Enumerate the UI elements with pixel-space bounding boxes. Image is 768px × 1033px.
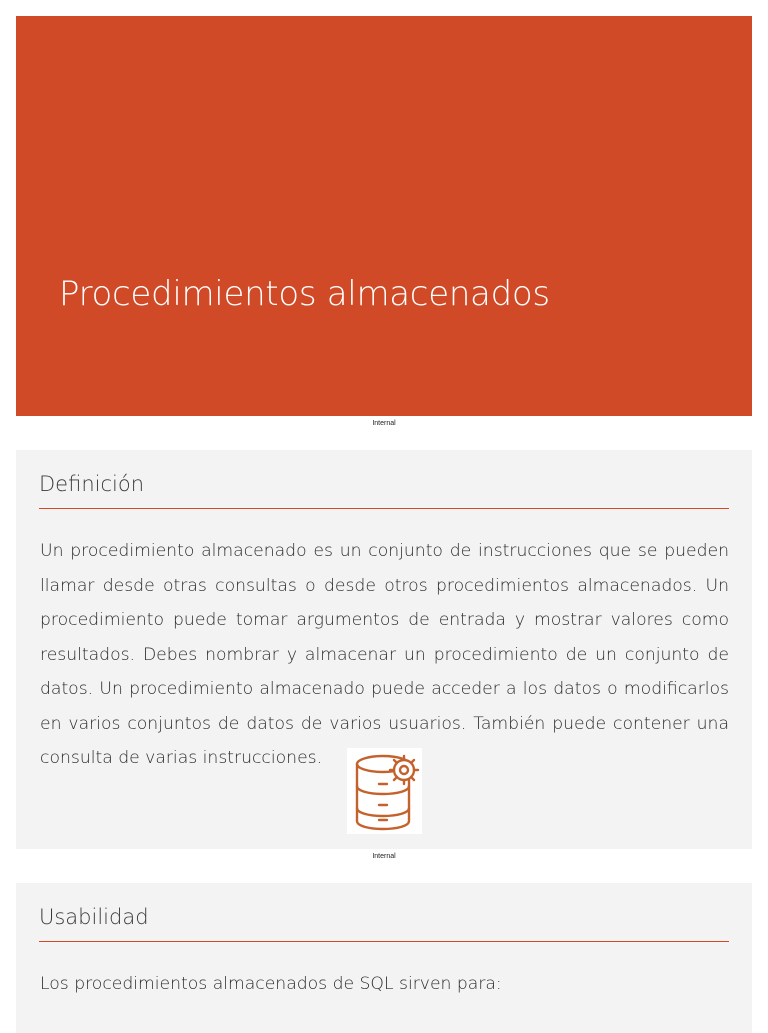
heading-divider [39,941,729,942]
definition-slide [16,450,752,849]
usability-slide [16,883,752,1033]
usability-intro: Los procedimientos almacenados de SQL sirven para: [40,974,502,994]
title-slide [16,16,752,416]
slide-heading: Definición [39,472,144,496]
slide-footer-label: Internal [372,420,396,427]
definition-paragraph: Un procedimiento almacenado es un conjunto de instrucciones que se pueden llamar desde otras consultas o desde otros procedimientos almacenados. Un procedimiento puede tomar argumentos de entrada y mostrar valores como resultados. Debes nombrar y almacenar un procedimiento de un conjunto de datos. Un procedimiento almacenado puede acceder a los datos o modificarlos en varios conjuntos de datos de varios usuarios. También puede contener una consulta de varias instrucciones. [40,541,729,768]
heading-divider [39,508,729,509]
slide-footer-label: Internal [372,853,396,860]
slide-heading: Usabilidad [39,905,149,929]
slide-title: Procedimientos almacenados [59,274,550,314]
database-gear-icon [347,748,422,834]
